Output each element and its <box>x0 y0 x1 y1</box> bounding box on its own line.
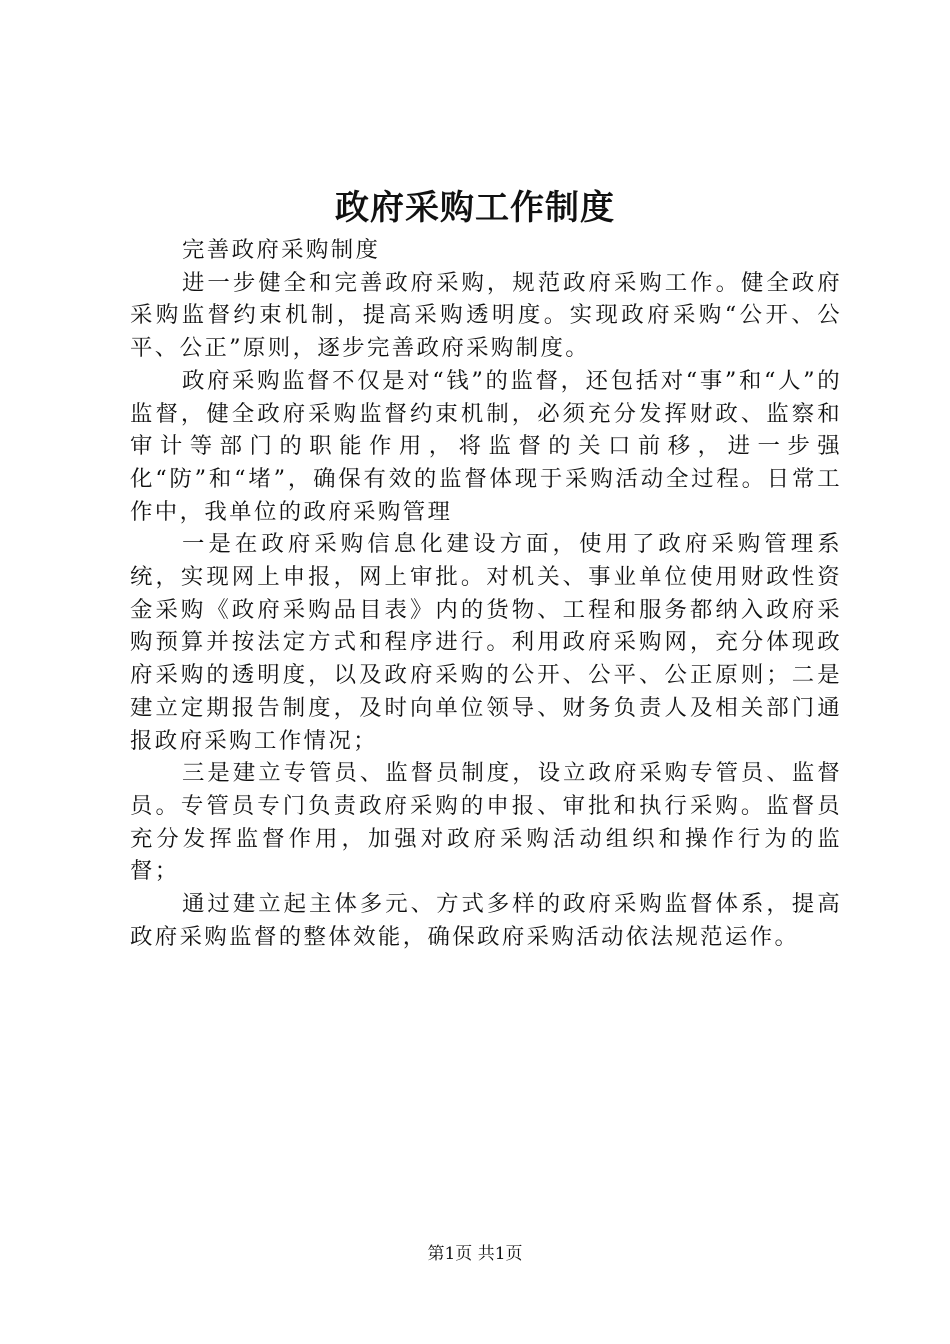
document-body <box>130 234 842 953</box>
paragraph-3: 政府采购监督不仅是对“钱”的监督，还包括对“事”和“人”的监督，健全政府采购监督约束机制，必须充分发挥财政、监察和审计等部门的职能作用，将监督的关口前移，进一步强化“防”和“堵”，确保有效的监督体现于采购活动全过程。日常工作中，我单位的政府采购管理 <box>130 367 842 525</box>
page-footer: 第1页 共1页 <box>427 1244 523 1264</box>
paragraph-1: 完善政府采购制度 <box>182 237 381 263</box>
paragraph-4: 一是在政府采购信息化建设方面，使用了政府采购管理系统，实现网上申报，网上审批。对机关、事业单位使用财政性资金采购《政府采购品目表》内的货物、工程和服务都纳入政府采购预算并按法定方式和程序进行。利用政府采购网，充分体现政府采购的透明度，以及政府采购的公开、公平、公正原则；二是建立定期报告制度，及时向单位领导、财务负责人及相关部门通报政府采购工作情况； <box>130 531 842 754</box>
document-title: 政府采购工作制度 <box>335 188 615 228</box>
paragraph-2: 进一步健全和完善政府采购，规范政府采购工作。健全政府采购监督约束机制，提高采购透明度。实现政府采购“公开、公平、公正”原则，逐步完善政府采购制度。 <box>130 269 842 362</box>
paragraph-6: 通过建立起主体多元、方式多样的政府采购监督体系，提高政府采购监督的整体效能，确保政府采购活动依法规范运作。 <box>130 891 842 950</box>
paragraph-5: 三是建立专管员、监督员制度，设立政府采购专管员、监督员。专管员专门负责政府采购的申报、审批和执行采购。监督员充分发挥监督作用，加强对政府采购活动组织和操作行为的监督； <box>130 760 842 885</box>
